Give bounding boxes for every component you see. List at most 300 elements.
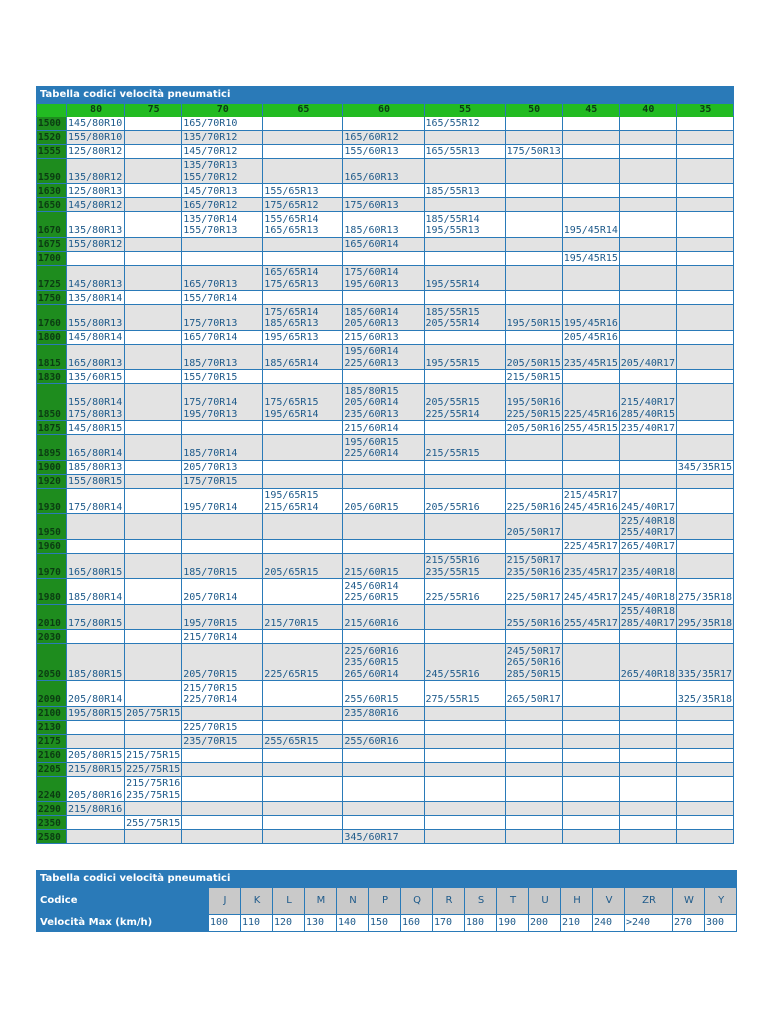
tyre-size-cell — [619, 251, 676, 265]
table-row — [37, 488, 734, 514]
max-speed-cell: 300 — [705, 915, 737, 932]
tyre-size-cell — [67, 720, 125, 734]
tyre-size-cell — [125, 460, 182, 474]
max-speed-cell: 210 — [561, 915, 593, 932]
tyre-size-cell — [505, 539, 562, 553]
tyre-size-cell — [125, 681, 182, 707]
tyre-size-cell: 245/40R18 — [619, 579, 676, 605]
tyre-size-cell — [619, 802, 676, 816]
tyre-size-cell: 175/60R14 195/60R13 — [343, 265, 424, 291]
tyre-size-cell — [343, 370, 424, 384]
speed-code-cell: J — [209, 888, 241, 915]
max-speed-cell: 150 — [369, 915, 401, 932]
tyre-size-cell: 145/80R12 — [67, 198, 125, 212]
tyre-size-cell — [263, 291, 343, 305]
tyre-size-cell: 215/80R16 — [67, 802, 125, 816]
tyre-size-cell — [676, 435, 733, 461]
tyre-size-cell: 125/80R12 — [67, 144, 125, 158]
tyre-size-cell — [424, 460, 505, 474]
tyre-size-cell: 165/60R12 — [343, 130, 424, 144]
tyre-size-cell: 175/80R15 — [67, 604, 125, 630]
tyre-size-cell: 215/50R17 235/50R16 — [506, 555, 561, 578]
tyre-size-cell — [619, 474, 676, 488]
load-code-cell: 2010 — [37, 604, 67, 630]
tyre-size-cell — [676, 421, 733, 435]
table-row — [37, 762, 734, 776]
tyre-size-cell — [182, 706, 263, 720]
tyre-size-cell: 205/65R15 — [263, 553, 343, 579]
tyre-size-cell — [263, 776, 343, 802]
tyre-size-cell — [676, 130, 733, 144]
table-row — [37, 212, 734, 238]
tyre-size-cell: 225/40R18 255/40R17 — [620, 515, 675, 538]
tyre-size-cell: 215/60R14 — [343, 421, 424, 435]
tyre-size-cell: 215/80R15 — [67, 762, 125, 776]
tyre-size-cell — [562, 830, 619, 844]
tyre-size-cell — [263, 539, 343, 553]
tyre-size-cell: 195/45R14 — [562, 212, 619, 238]
tyre-size-cell: 165/70R10 — [182, 116, 263, 130]
tyre-size-cell — [125, 421, 182, 435]
tyre-size-cell: 145/80R14 — [67, 330, 125, 344]
tyre-size-cell — [125, 251, 182, 265]
tyre-size-cell: 205/75R15 — [126, 708, 181, 719]
tyre-size-cell: 275/55R15 — [424, 681, 505, 707]
tyre-size-cell: 235/40R17 — [620, 422, 675, 434]
tyre-size-cell — [676, 553, 733, 579]
tyre-size-cell: 335/35R17 — [676, 644, 733, 681]
tyre-size-cell: 205/45R16 — [563, 332, 618, 343]
tyre-size-cell: 235/80R16 — [343, 706, 424, 720]
tyre-size-cell — [263, 681, 343, 707]
tyre-size-cell — [505, 830, 562, 844]
tyre-size-cell — [263, 474, 343, 488]
tyre-size-cell: 195/70R15 — [182, 604, 263, 630]
tyre-size-cell: 205/80R14 — [67, 681, 125, 707]
column-header: 35 — [676, 104, 733, 117]
column-header: 45 — [562, 104, 619, 117]
tyre-size-cell: 155/80R12 — [67, 237, 125, 251]
tyre-size-cell — [125, 384, 182, 421]
tyre-size-cell — [562, 130, 619, 144]
tyre-size-cell: 165/55R12 — [424, 116, 505, 130]
max-speed-cell: 240 — [593, 915, 625, 932]
table-row — [37, 748, 734, 762]
tyre-size-cell: 195/55R15 — [424, 344, 505, 370]
tyre-size-cell — [676, 344, 733, 370]
tyre-size-cell — [125, 514, 182, 540]
tyre-size-cell — [67, 734, 125, 748]
table-row — [37, 251, 734, 265]
tyre-size-cell: 125/80R13 — [67, 184, 125, 198]
load-code-cell: 2100 — [37, 706, 67, 720]
tyre-size-cell: 135/60R15 — [67, 370, 125, 384]
tyre-size-cell: 155/70R14 — [182, 291, 263, 305]
load-code-cell: 1630 — [37, 184, 67, 198]
tyre-size-cell: 145/70R12 — [182, 144, 263, 158]
tyre-size-cell — [125, 116, 182, 130]
tyre-size-cell — [562, 776, 619, 802]
speed-code-cell: W — [673, 888, 705, 915]
tyre-size-cell: 165/70R14 — [182, 330, 263, 344]
tyre-size-cell — [263, 720, 343, 734]
tyre-size-cell — [424, 330, 505, 344]
tyre-size-cell: 215/60R16 — [343, 604, 424, 630]
tyre-size-cell — [505, 212, 562, 238]
tyre-size-cell — [676, 305, 733, 331]
tyre-size-cell — [676, 116, 733, 130]
tyre-size-cell — [619, 460, 676, 474]
tyre-size-cell — [676, 474, 733, 488]
column-header: 60 — [343, 104, 424, 117]
tyre-size-cell — [343, 460, 424, 474]
load-code-cell: 2580 — [37, 830, 67, 844]
tyre-size-cell: 215/40R17 285/40R15 — [619, 384, 676, 421]
tyre-size-cell: 245/60R14 225/60R15 — [343, 579, 424, 605]
tyre-size-cell — [67, 816, 125, 830]
load-code-cell: 1675 — [37, 237, 67, 251]
load-code-cell: 1520 — [37, 130, 67, 144]
tyre-size-cell — [182, 514, 263, 540]
table-row — [37, 734, 734, 748]
tyre-size-cell — [676, 748, 733, 762]
tyre-size-cell — [562, 370, 619, 384]
tyre-size-cell: 185/70R13 — [182, 344, 263, 370]
tyre-size-cell: 345/35R15 — [677, 462, 733, 473]
tyre-size-cell — [182, 830, 263, 844]
load-code-cell: 1900 — [37, 460, 67, 474]
tyre-size-cell — [125, 604, 182, 630]
tyre-size-cell: 205/80R16 — [67, 776, 125, 802]
tyre-size-cell — [125, 474, 182, 488]
tyre-size-cell — [676, 514, 733, 540]
tyre-size-cell — [619, 130, 676, 144]
tyre-size-cell — [676, 539, 733, 553]
tyre-size-cell — [125, 579, 182, 605]
table-row — [37, 553, 734, 579]
tyre-size-cell — [263, 460, 343, 474]
tyre-size-cell: 195/45R15 — [563, 253, 618, 264]
tyre-size-cell — [343, 251, 424, 265]
tyre-size-cell — [619, 630, 676, 644]
tyre-size-cell — [619, 830, 676, 844]
tyre-size-cell — [619, 370, 676, 384]
tyre-size-cell — [676, 706, 733, 720]
speed-code-cell: N — [337, 888, 369, 915]
tyre-size-cell — [505, 116, 562, 130]
tyre-size-cell — [676, 630, 733, 644]
tyre-size-cell — [263, 435, 343, 461]
tyre-size-cell: 255/65R15 — [263, 734, 343, 748]
tyre-size-cell: 225/70R15 — [182, 720, 263, 734]
tyre-size-cell — [182, 802, 263, 816]
tyre-size-cell — [676, 291, 733, 305]
tyre-size-cell — [505, 706, 562, 720]
tyre-size-cell — [505, 630, 562, 644]
tyre-size-cell: 225/50R17 — [505, 579, 562, 605]
max-speed-cell: >240 — [625, 915, 673, 932]
tyre-size-cell: 175/70R15 — [182, 474, 263, 488]
tyre-size-cell — [562, 681, 619, 707]
tyre-size-cell: 165/80R14 — [67, 435, 125, 461]
tyre-size-cell — [562, 748, 619, 762]
tyre-size-cell: 195/60R15 225/60R14 — [343, 435, 424, 461]
table-title: Tabella codici velocità pneumatici — [37, 87, 734, 104]
tyre-size-cell: 255/60R16 — [343, 734, 424, 748]
tyre-size-cell — [263, 816, 343, 830]
tyre-size-cell: 215/70R15 225/70R14 — [182, 681, 263, 707]
tyre-size-cell — [263, 421, 343, 435]
load-code-cell: 2205 — [37, 762, 67, 776]
table-row — [37, 184, 734, 198]
speed-code-cell: H — [561, 888, 593, 915]
load-code-cell: 1500 — [37, 116, 67, 130]
tyre-size-cell — [676, 720, 733, 734]
tyre-size-cell — [505, 198, 562, 212]
max-speed-cell: 190 — [497, 915, 529, 932]
tyre-size-cell: 165/60R14 — [343, 237, 424, 251]
tyre-size-cell: 195/45R16 — [562, 305, 619, 331]
tyre-size-cell: 235/40R18 — [619, 553, 676, 579]
tyre-size-cell — [562, 144, 619, 158]
tyre-size-cell — [505, 158, 562, 184]
tyre-size-cell — [125, 802, 182, 816]
tyre-size-cell — [505, 291, 562, 305]
tyre-size-cell — [343, 802, 424, 816]
speed-code-cell: ZR — [625, 888, 673, 915]
load-code-cell: 1650 — [37, 198, 67, 212]
table-row — [37, 644, 734, 681]
tyre-size-cell — [125, 830, 182, 844]
tyre-size-cell — [263, 579, 343, 605]
tyre-size-cell: 295/35R18 — [676, 604, 733, 630]
tyre-size-cell: 225/75R15 — [126, 764, 181, 775]
tyre-size-cell: 135/80R14 — [67, 291, 125, 305]
tyre-size-cell — [676, 237, 733, 251]
tyre-size-cell — [562, 630, 619, 644]
tyre-size-cell — [619, 681, 676, 707]
tyre-size-cell: 185/80R14 — [67, 579, 125, 605]
speed-code-cell: T — [497, 888, 529, 915]
tyre-size-cell: 265/40R17 — [620, 541, 675, 552]
table-row — [37, 460, 734, 474]
max-speed-cell: 100 — [209, 915, 241, 932]
table-row — [37, 305, 734, 331]
tyre-size-cell: 135/70R14 155/70R13 — [182, 212, 263, 238]
tyre-size-cell — [67, 539, 125, 553]
tyre-size-cell — [424, 158, 505, 184]
table-row — [37, 237, 734, 251]
tyre-size-cell — [619, 762, 676, 776]
tyre-size-cell: 145/80R13 — [67, 265, 125, 291]
tyre-size-cell: 195/65R13 — [263, 330, 343, 344]
tyre-size-cell: 135/70R13 155/70R12 — [182, 158, 263, 184]
tyre-size-cell — [676, 830, 733, 844]
tyre-size-cell — [263, 762, 343, 776]
tyre-size-cell: 235/45R17 — [562, 553, 619, 579]
speed-code-cell: P — [369, 888, 401, 915]
tyre-size-cell — [619, 330, 676, 344]
tyre-size-cell — [505, 130, 562, 144]
tyre-size-cell — [182, 251, 263, 265]
tyre-size-cell: 225/45R16 — [562, 384, 619, 421]
speed-code-cell: Q — [401, 888, 433, 915]
tyre-size-cell — [263, 116, 343, 130]
tyre-size-cell: 185/70R14 — [182, 435, 263, 461]
codice-label: Codice — [37, 888, 209, 915]
tyre-size-cell: 185/80R15 — [67, 644, 125, 681]
tyre-size-cell — [424, 421, 505, 435]
table-row — [37, 514, 734, 540]
table-row — [37, 291, 734, 305]
tyre-size-cell — [676, 762, 733, 776]
tyre-size-cell: 185/80R15 205/60R14 235/60R13 — [343, 384, 424, 421]
load-code-cell: 1895 — [37, 435, 67, 461]
tyre-size-cell — [505, 460, 562, 474]
tyre-size-cell — [562, 460, 619, 474]
tyre-size-cell: 205/60R15 — [343, 488, 424, 514]
table-row — [37, 116, 734, 130]
tyre-size-cell: 215/60R13 — [343, 330, 424, 344]
tyre-size-cell: 185/70R15 — [182, 553, 263, 579]
tyre-size-cell — [125, 630, 182, 644]
tyre-size-cell — [562, 265, 619, 291]
tyre-size-cell: 345/60R17 — [343, 830, 424, 844]
speed-code-cell: M — [305, 888, 337, 915]
tyre-size-cell — [562, 184, 619, 198]
tyre-size-cell: 185/55R15 205/55R14 — [424, 305, 505, 331]
tyre-size-cell: 205/50R16 — [506, 422, 561, 434]
tyre-size-cell: 165/60R13 — [343, 158, 424, 184]
tyre-size-cell — [263, 802, 343, 816]
tyre-size-cell: 165/70R13 — [182, 265, 263, 291]
tyre-size-cell — [562, 720, 619, 734]
tyre-size-cell — [562, 158, 619, 184]
tyre-size-cell: 195/50R15 — [505, 305, 562, 331]
tyre-size-cell: 245/55R16 — [424, 644, 505, 681]
tyre-size-cell: 175/50R13 — [506, 146, 561, 157]
tyre-size-cell — [424, 604, 505, 630]
tyre-size-cell — [67, 630, 125, 644]
tyre-size-cell: 175/65R12 — [263, 198, 343, 212]
tyre-size-cell — [505, 184, 562, 198]
tyre-size-cell — [676, 330, 733, 344]
tyre-size-cell — [619, 237, 676, 251]
tyre-size-cell — [343, 720, 424, 734]
tyre-size-cell: 185/65R14 — [263, 344, 343, 370]
tyre-size-cell: 205/55R15 225/55R14 — [424, 384, 505, 421]
tyre-size-cell — [343, 762, 424, 776]
tyre-size-cell — [343, 816, 424, 830]
table-row — [37, 630, 734, 644]
tyre-size-cell — [263, 158, 343, 184]
tyre-size-cell: 205/80R15 — [67, 748, 125, 762]
tyre-size-cell — [125, 130, 182, 144]
tyre-size-cell — [263, 251, 343, 265]
tyre-size-cell — [343, 116, 424, 130]
tyre-size-cell: 165/65R14 175/65R13 — [263, 265, 343, 291]
tyre-size-cell: 215/45R17 245/45R16 — [563, 490, 618, 513]
tyre-size-cell — [424, 734, 505, 748]
tyre-size-cell — [263, 144, 343, 158]
tyre-size-cell — [505, 748, 562, 762]
tyre-size-cell — [343, 184, 424, 198]
tyre-size-cell: 215/70R15 — [263, 604, 343, 630]
tyre-size-cell — [125, 344, 182, 370]
tyre-size-cell — [263, 748, 343, 762]
tyre-size-cell — [125, 539, 182, 553]
tyre-size-cell — [676, 144, 733, 158]
tyre-size-cell: 245/45R17 — [562, 579, 619, 605]
load-code-cell: 1950 — [37, 514, 67, 540]
tyre-size-cell — [263, 370, 343, 384]
max-speed-cell: 270 — [673, 915, 705, 932]
tyre-size-cell — [676, 158, 733, 184]
table-row — [37, 265, 734, 291]
tyre-size-cell — [424, 370, 505, 384]
table-row — [37, 198, 734, 212]
max-speed-cell: 130 — [305, 915, 337, 932]
tyre-size-cell — [125, 184, 182, 198]
tyre-size-cell — [182, 237, 263, 251]
tyre-size-cell — [619, 748, 676, 762]
tyre-size-cell: 205/70R14 — [182, 579, 263, 605]
tyre-size-cell — [125, 265, 182, 291]
tyre-size-cell — [676, 184, 733, 198]
tyre-size-cell — [505, 762, 562, 776]
tyre-size-cell — [424, 762, 505, 776]
table-row — [37, 421, 734, 435]
tyre-size-cell: 185/60R14 205/60R13 — [343, 305, 424, 331]
tyre-size-cell — [424, 816, 505, 830]
table-row — [37, 384, 734, 421]
tyre-size-cell — [562, 762, 619, 776]
tyre-size-cell: 205/50R17 — [505, 514, 562, 540]
tyre-size-cell — [505, 816, 562, 830]
load-code-cell: 2090 — [37, 681, 67, 707]
tyre-size-cell: 245/50R17 265/50R16 285/50R15 — [506, 645, 561, 680]
tyre-size-cell — [125, 158, 182, 184]
tyre-size-cell — [424, 251, 505, 265]
tyre-size-cell: 185/55R13 — [424, 184, 505, 198]
tyre-size-cell: 215/55R15 — [424, 435, 505, 461]
tyre-size-cell — [343, 474, 424, 488]
table-row — [37, 830, 734, 844]
speed-code-tyre-table — [36, 86, 734, 844]
tyre-size-cell: 225/55R16 — [424, 579, 505, 605]
table-row — [37, 144, 734, 158]
table-row — [37, 706, 734, 720]
column-header: 70 — [182, 104, 263, 117]
tyre-size-cell: 165/80R13 — [67, 344, 125, 370]
column-header: 80 — [67, 104, 125, 117]
tyre-size-cell: 325/35R18 — [676, 681, 733, 707]
table-title: Tabella codici velocità pneumatici — [37, 871, 737, 888]
tyre-size-cell — [263, 630, 343, 644]
tyre-size-cell — [343, 776, 424, 802]
table-row — [37, 158, 734, 184]
table-row — [37, 539, 734, 553]
tyre-size-cell: 225/60R16 235/60R15 265/60R14 — [343, 644, 424, 681]
tyre-size-cell: 215/60R15 — [343, 553, 424, 579]
speed-code-cell: R — [433, 888, 465, 915]
tyre-size-cell: 135/80R12 — [67, 158, 125, 184]
tyre-size-cell: 175/70R13 — [182, 305, 263, 331]
tyre-size-cell — [676, 212, 733, 238]
tyre-size-cell — [562, 816, 619, 830]
tyre-size-cell: 165/80R15 — [67, 553, 125, 579]
tyre-size-cell: 205/70R15 — [182, 644, 263, 681]
